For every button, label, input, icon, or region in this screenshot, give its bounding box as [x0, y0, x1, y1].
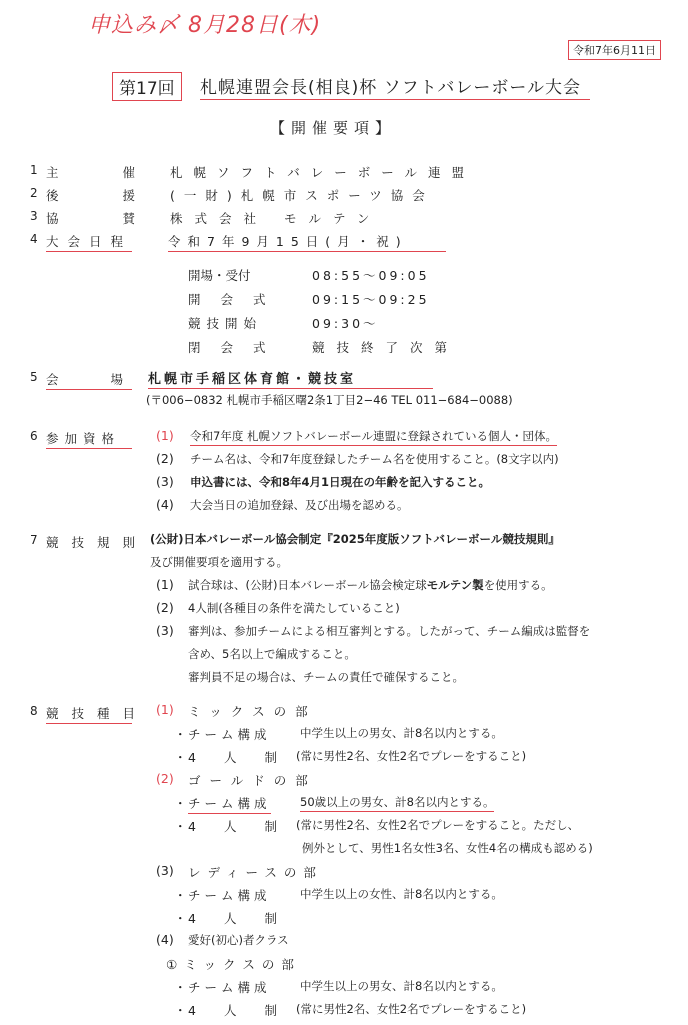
- bullet: ・: [174, 911, 187, 926]
- event-sub-label: 4人制: [188, 819, 305, 834]
- eligibility-line: チーム名は、令和7年度登録したチーム名を使用すること。(8文字以内): [190, 452, 559, 466]
- rules-mark: (3): [156, 623, 174, 638]
- event-sub-value: (常に男性2名、女性2名でプレーをすること。ただし、: [296, 818, 580, 832]
- eligibility-mark: (3): [156, 474, 174, 489]
- item-number: 6: [30, 429, 38, 443]
- item-number: 3: [30, 209, 38, 223]
- eligibility-line: 令和7年度 札幌ソフトバレーボール連盟に登録されている個人・団体。: [190, 428, 557, 446]
- schedule-label: 閉会式: [188, 340, 286, 355]
- schedule-label: 開場・受付: [188, 268, 251, 283]
- schedule-label: 開会式: [188, 292, 286, 307]
- event-title-mix: ミックスの部: [188, 704, 317, 719]
- rules-lead: (公財)日本バレーボール協会制定『2025年度版ソフトバレーボール競技規則』: [150, 532, 560, 546]
- event-title-ladies: レディースの部: [188, 865, 323, 880]
- item-label: 競技種目: [46, 704, 132, 724]
- item-label: 参加資格: [46, 429, 132, 449]
- eligibility-line: 大会当日の追加登録、及び出場を認める。: [190, 498, 409, 512]
- event-title-gold: ゴールドの部: [188, 773, 317, 788]
- schedule-time: 08:55〜09:05: [312, 268, 430, 283]
- item-number: 7: [30, 533, 38, 547]
- eligibility-mark: (1): [156, 428, 174, 443]
- item-value: 札幌ソフトバレーボール連盟: [170, 165, 476, 180]
- bullet: ・: [174, 750, 187, 765]
- rules-lead-cont: 及び開催要項を適用する。: [150, 555, 288, 569]
- schedule-time: 09:15〜09:25: [312, 292, 430, 307]
- bullet: ・: [174, 819, 187, 834]
- event-mark: (3): [156, 863, 174, 878]
- item-number: 8: [30, 704, 38, 718]
- item-value: (一財)札幌市スポーツ協会: [170, 188, 434, 203]
- event-sub-label: チーム構成: [188, 888, 271, 903]
- event-sub-label: チーム構成: [188, 794, 271, 814]
- event-mark: (2): [156, 771, 174, 786]
- event-mark: (4): [156, 932, 174, 947]
- item-number: 4: [30, 232, 38, 246]
- schedule-label: 競技開始: [188, 316, 263, 331]
- bullet: ・: [174, 1003, 187, 1018]
- venue-address: (〒006−0832 札幌市手稲区曙2条1丁目2−46 TEL 011−684−0088): [146, 393, 513, 407]
- event-sub-value: 中学生以上の男女、計8名以内とする。: [300, 726, 503, 740]
- item-label: 競技規則: [46, 535, 149, 550]
- event-sub-value: (常に男性2名、女性2名でプレーをすること): [296, 749, 527, 763]
- item-label: 後援: [46, 188, 200, 203]
- rules-line-2: 4人制(各種目の条件を満たしていること): [188, 601, 400, 615]
- eligibility-mark: (2): [156, 451, 174, 466]
- rules-line-1: [188, 577, 553, 593]
- schedule-time: 競技終了次第: [312, 340, 460, 355]
- bullet: ・: [174, 888, 187, 903]
- rules-mark: (2): [156, 600, 174, 615]
- bullet: ・: [174, 727, 187, 742]
- bullet: ・: [174, 796, 187, 811]
- schedule-row: [188, 290, 459, 314]
- schedule-row: [188, 314, 459, 338]
- item-value: 株式会社 モルテン: [170, 211, 382, 226]
- schedule-time: 09:30〜: [312, 316, 379, 331]
- event-mark: (1): [156, 702, 174, 717]
- event-sub-value: (常に男性2名、女性2名でプレーをすること): [296, 1002, 527, 1016]
- rules-line-3: 審判は、参加チームによる相互審判とする。したがって、チーム編成は監督を: [188, 624, 591, 638]
- rules-mark: (1): [156, 577, 174, 592]
- event-sub-value: 中学生以上の男女、計8名以内とする。: [300, 979, 503, 993]
- item-label: 会場: [46, 370, 132, 390]
- rules-line-3-cont2: 審判員不足の場合は、チームの責任で確保すること。: [188, 670, 464, 684]
- bullet: ・: [174, 980, 187, 995]
- item-number: 1: [30, 163, 38, 177]
- rules-line-3-cont: 含め、5名以上で編成すること。: [188, 647, 356, 661]
- item-number: 5: [30, 370, 38, 384]
- venue-name: 札幌市手稲区体育館・競技室: [148, 368, 433, 389]
- tournament-number: 第17回: [112, 72, 182, 101]
- page-subtitle: 【開催要項】: [270, 119, 397, 137]
- item-label: 協賛: [46, 211, 200, 226]
- item-number: 2: [30, 186, 38, 200]
- schedule-row: [188, 338, 459, 362]
- rules-line-1-ball: モルテン製: [426, 578, 484, 592]
- rules-line-1-c: を使用する。: [483, 578, 553, 592]
- event-sub-value-cont: 例外として、男性1名女性3名、女性4名の構成も認める): [302, 841, 593, 855]
- eligibility-line: 申込書には、令和8年4月1日現在の年齢を記入すること。: [190, 475, 491, 489]
- schedule: [188, 266, 459, 362]
- event-subtitle-hobby-mix: ①ミックスの部: [166, 957, 301, 972]
- item-label: 大会日程: [46, 232, 132, 252]
- event-sub-value: 中学生以上の女性、計8名以内とする。: [300, 887, 503, 901]
- schedule-row: [188, 266, 459, 290]
- rules-line-1-a: 試合球は、(公財)日本バレーボール協会検定球: [188, 578, 427, 592]
- item-label: 主催: [46, 165, 200, 180]
- issue-date: 令和7年6月11日: [568, 40, 661, 60]
- event-title-hobby: 愛好(初心)者クラス: [188, 933, 289, 947]
- event-sub-label: チーム構成: [188, 727, 271, 742]
- event-date: 令和7年9月15日(月・祝): [168, 232, 446, 252]
- page-title: 札幌連盟会長(相良)杯 ソフトバレーボール大会: [200, 73, 590, 100]
- event-sub-label: 4人制: [188, 911, 305, 926]
- handwritten-deadline-note: 申込み〆 8月28日(木): [88, 13, 322, 38]
- eligibility-mark: (4): [156, 497, 174, 512]
- event-sub-label: 4人制: [188, 750, 305, 765]
- event-sub-label: チーム構成: [188, 980, 271, 995]
- event-sub-value: 50歳以上の男女、計8名以内とする。: [300, 794, 494, 812]
- event-sub-label: 4人制: [188, 1003, 305, 1018]
